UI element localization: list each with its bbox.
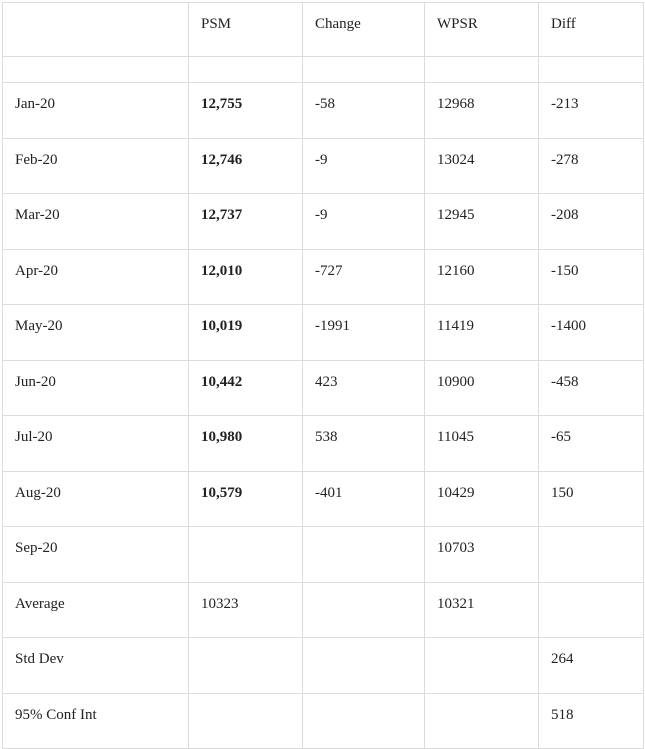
psm-cell	[189, 527, 303, 583]
change-cell: 538	[303, 416, 425, 472]
psm-cell: 12,755	[189, 83, 303, 139]
header-cell-change: Change	[303, 3, 425, 57]
psm-cell: 12,746	[189, 138, 303, 194]
row-label-cell: 95% Conf Int	[3, 693, 189, 749]
wpsr-cell: 10703	[425, 527, 539, 583]
change-cell	[303, 582, 425, 638]
header-cell-label	[3, 3, 189, 57]
psm-cell: 10,980	[189, 416, 303, 472]
row-label-cell: May-20	[3, 305, 189, 361]
table-row	[3, 638, 644, 694]
psm-cell: 10323	[189, 582, 303, 638]
diff-cell: 150	[539, 471, 644, 527]
diff-cell: -208	[539, 194, 644, 250]
wpsr-cell: 12968	[425, 83, 539, 139]
psm-cell: 10,019	[189, 305, 303, 361]
table-row	[3, 138, 644, 194]
header-row	[3, 3, 644, 57]
diff-cell: -150	[539, 249, 644, 305]
table-row	[3, 582, 644, 638]
wpsr-cell: 11419	[425, 305, 539, 361]
diff-cell: 264	[539, 638, 644, 694]
psm-cell: 10,442	[189, 360, 303, 416]
spacer-cell	[189, 57, 303, 83]
header-cell-diff: Diff	[539, 3, 644, 57]
table-row	[3, 194, 644, 250]
change-cell: -1991	[303, 305, 425, 361]
row-label-cell: Sep-20	[3, 527, 189, 583]
wpsr-cell: 11045	[425, 416, 539, 472]
wpsr-cell: 10321	[425, 582, 539, 638]
spacer-cell	[425, 57, 539, 83]
diff-cell: -458	[539, 360, 644, 416]
table-row	[3, 360, 644, 416]
spacer-cell	[303, 57, 425, 83]
diff-cell	[539, 582, 644, 638]
row-label-cell: Average	[3, 582, 189, 638]
psm-cell: 12,737	[189, 194, 303, 250]
diff-cell	[539, 527, 644, 583]
table-row	[3, 527, 644, 583]
wpsr-cell	[425, 693, 539, 749]
psm-cell	[189, 638, 303, 694]
wpsr-cell: 10429	[425, 471, 539, 527]
header-cell-psm: PSM	[189, 3, 303, 57]
spacer-row	[3, 57, 644, 83]
table-row	[3, 83, 644, 139]
table-body	[3, 3, 644, 749]
wpsr-cell: 12160	[425, 249, 539, 305]
row-label-cell: Mar-20	[3, 194, 189, 250]
psm-cell: 12,010	[189, 249, 303, 305]
change-cell	[303, 638, 425, 694]
row-label-cell: Jun-20	[3, 360, 189, 416]
wpsr-cell	[425, 638, 539, 694]
psm-cell: 10,579	[189, 471, 303, 527]
table-row	[3, 471, 644, 527]
row-label-cell: Jan-20	[3, 83, 189, 139]
table-row	[3, 305, 644, 361]
change-cell	[303, 693, 425, 749]
wpsr-cell: 12945	[425, 194, 539, 250]
header-cell-wpsr: WPSR	[425, 3, 539, 57]
row-label-cell: Aug-20	[3, 471, 189, 527]
change-cell	[303, 527, 425, 583]
table-row	[3, 249, 644, 305]
row-label-cell: Jul-20	[3, 416, 189, 472]
data-table	[2, 2, 644, 749]
spacer-cell	[3, 57, 189, 83]
diff-cell: -65	[539, 416, 644, 472]
change-cell: -401	[303, 471, 425, 527]
change-cell: -9	[303, 194, 425, 250]
psm-cell	[189, 693, 303, 749]
wpsr-cell: 13024	[425, 138, 539, 194]
table-row	[3, 416, 644, 472]
change-cell: 423	[303, 360, 425, 416]
row-label-cell: Feb-20	[3, 138, 189, 194]
spacer-cell	[539, 57, 644, 83]
diff-cell: -1400	[539, 305, 644, 361]
row-label-cell: Std Dev	[3, 638, 189, 694]
diff-cell: 518	[539, 693, 644, 749]
diff-cell: -278	[539, 138, 644, 194]
table-row	[3, 693, 644, 749]
change-cell: -727	[303, 249, 425, 305]
change-cell: -9	[303, 138, 425, 194]
diff-cell: -213	[539, 83, 644, 139]
row-label-cell: Apr-20	[3, 249, 189, 305]
wpsr-cell: 10900	[425, 360, 539, 416]
change-cell: -58	[303, 83, 425, 139]
